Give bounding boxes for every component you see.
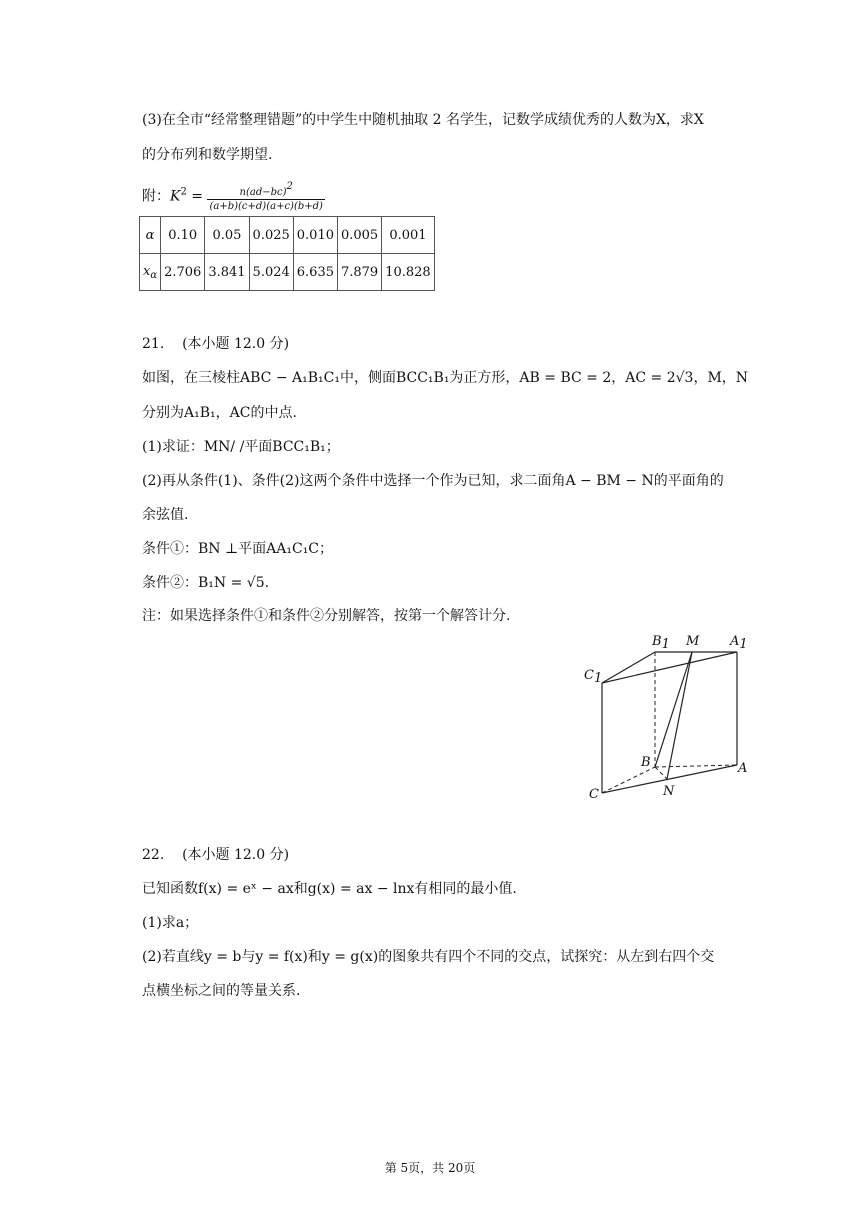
segment-MN xyxy=(667,652,692,779)
label-C: C xyxy=(589,787,599,802)
page-footer: 第 5页，共 20页 xyxy=(384,1161,476,1175)
q21-stem-line2: 分别为A₁B₁，AC的中点. xyxy=(142,405,297,421)
q21-number: 21. xyxy=(142,336,165,352)
table-cell: 3.841 xyxy=(205,254,249,291)
table-cell: 0.001 xyxy=(382,217,435,254)
q21-stem-line1: 如图，在三棱柱ABC − A₁B₁C₁中，侧面BCC₁B₁为正方形，AB = BC = 2，AC = 2√3，M，N xyxy=(142,370,749,386)
label-A1: A1 xyxy=(730,634,748,652)
q22-part1: (1)求a； xyxy=(142,915,199,931)
table-cell: 6.635 xyxy=(293,254,337,291)
q21-condition2: 条件②：B₁N = √5. xyxy=(142,575,270,591)
table-row xyxy=(140,254,435,291)
q21-part2-line2: 余弦值. xyxy=(142,507,189,523)
table-cell: 0.10 xyxy=(161,217,205,254)
q20-part3-line2: 的分布列和数学期望. xyxy=(142,147,273,163)
q21-header xyxy=(142,334,289,354)
table-cell: 0.005 xyxy=(337,217,381,254)
table-header-alpha: α xyxy=(140,217,161,254)
q22-score: (本小题 12.0 分) xyxy=(182,847,290,863)
table-cell: 7.879 xyxy=(337,254,381,291)
segment-BN xyxy=(655,767,667,779)
formula-numerator: n(ad−bc) xyxy=(239,187,287,198)
critical-value-table xyxy=(139,216,435,291)
formula-fraction: $\frac{n(ad-bc)^2}{(a+b)(c+d)(a+c)(b+d)}$ xyxy=(209,181,323,212)
q21-part2-line1: (2)再从条件(1)、条件(2)这两个条件中选择一个作为已知，求二面角A − BM − N的平面角的 xyxy=(142,473,724,489)
edge-BA xyxy=(655,765,737,767)
label-A: A xyxy=(738,761,748,776)
formula-denominator: (a+b)(c+d)(a+c)(b+d) xyxy=(209,201,323,212)
label-C1: C1 xyxy=(584,668,603,686)
q22-part2-line2: 点横坐标之间的等量关系. xyxy=(142,983,301,999)
q22-part2-line1: (2)若直线y = b与y = f(x)和y = g(x)的图象共有四个不同的交点，试探究：从左到右四个交 xyxy=(142,949,715,965)
table-cell: 0.05 xyxy=(205,217,249,254)
table-cell: 2.706 xyxy=(161,254,205,291)
q20-part3-line1: (3)在全市“经常整理错题”的中学生中随机抽取 2 名学生，记数学成绩优秀的人数为X，求X xyxy=(142,112,704,128)
label-N: N xyxy=(663,784,675,799)
table-cell: 10.828 xyxy=(382,254,435,291)
q21-condition1: 条件①：BN ⊥平面AA₁C₁C； xyxy=(142,541,334,557)
q21-note: 注：如果选择条件①和条件②分别解答，按第一个解答计分. xyxy=(142,608,511,624)
label-B1: B1 xyxy=(652,634,670,652)
edge-C1A1 xyxy=(602,652,737,683)
table-row xyxy=(140,217,435,254)
q22-stem: 已知函数f(x) = eˣ − ax和g(x) = ax − lnx有相同的最小值. xyxy=(142,881,517,897)
label-B: B xyxy=(641,755,651,770)
q22-header xyxy=(142,845,289,865)
label-M: M xyxy=(686,634,700,649)
appendix-prefix: 附： xyxy=(142,188,170,205)
formula-lhs: K xyxy=(170,188,181,205)
table-header-x: $x_\alpha$ xyxy=(140,254,161,291)
edge-CB xyxy=(602,767,655,793)
prism-figure xyxy=(580,628,760,808)
q21-score: (本小题 12.0 分) xyxy=(182,336,290,352)
table-cell: 0.025 xyxy=(249,217,293,254)
appendix-formula: 附：$K^2$ = $\frac{n(ad-bc)^2}{(a+b)(c+d)(a+c)(b+d)}$ xyxy=(142,181,323,212)
table-cell: 5.024 xyxy=(249,254,293,291)
edge-C1B1 xyxy=(602,652,655,683)
q21-part1: (1)求证：MN/ /平面BCC₁B₁； xyxy=(142,439,340,455)
table-cell: 0.010 xyxy=(293,217,337,254)
q22-number: 22. xyxy=(142,847,165,863)
